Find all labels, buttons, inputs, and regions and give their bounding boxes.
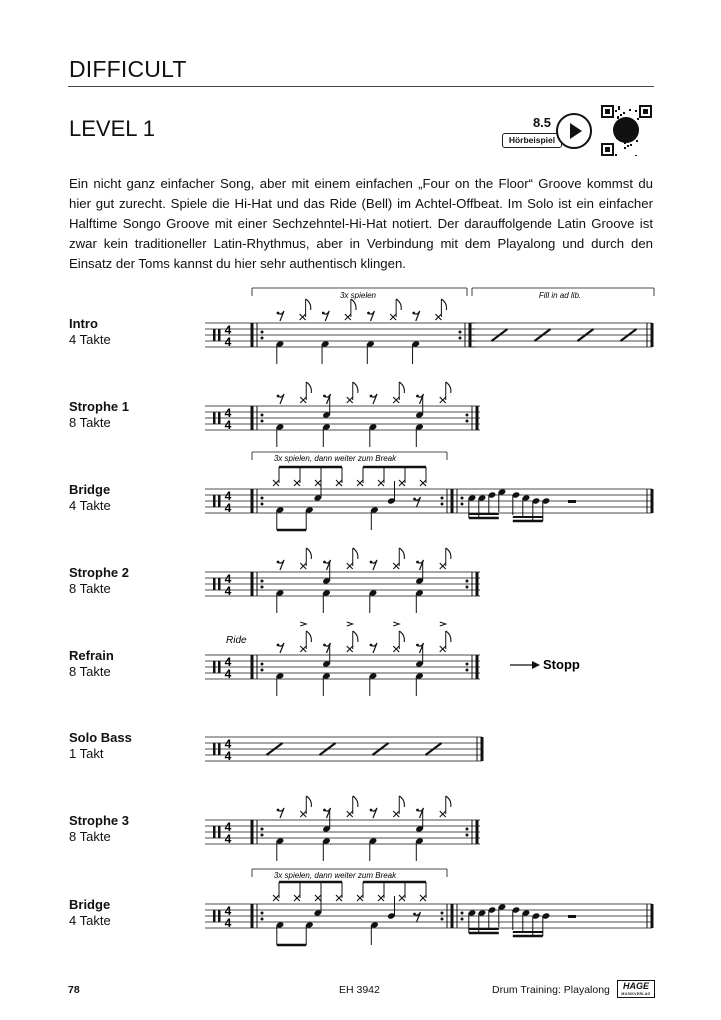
percussion-clef [218,412,221,424]
time-signature-top: 4 [224,655,232,669]
time-signature-top: 4 [224,904,232,918]
book-title: Drum Training: Playalong [492,984,610,996]
eighth-rest-dot [413,498,416,501]
percussion-clef [218,578,221,590]
bracket-label-3x: 3x spielen [339,291,377,300]
flag [399,548,404,559]
repeat-dot [261,828,264,831]
repeat-dot [466,414,469,417]
time-signature-top: 4 [224,572,232,586]
repeat-dot [441,497,444,500]
half-rest [568,500,576,503]
section-name: Strophe 3 [69,813,129,828]
repeat-dot [466,420,469,423]
time-signature-top: 4 [224,323,232,337]
flag [351,299,356,310]
ride-label: Ride [226,635,247,646]
percussion-clef [213,578,216,590]
accent [393,622,399,626]
percussion-clef [218,661,221,673]
bracket-label-bridge-2: 3x spielen, dann weiter zum Break [273,871,397,880]
section-measures: 8 Takte [69,581,111,596]
repeat-dot [441,503,444,506]
eighth-rest-dot [370,395,373,398]
repeat-dot [461,918,464,921]
repeat-dot [261,337,264,340]
eighth-rest-dot [323,561,326,564]
bracket-label-bridge: 3x spielen, dann weiter zum Break [273,454,397,463]
eighth-rest-dot [323,809,326,812]
flag [396,299,401,310]
repeat-dot [461,503,464,506]
flag [446,548,451,559]
flag [306,548,311,559]
eighth-rest-dot [370,561,373,564]
accent [300,622,306,626]
section-measures: 8 Takte [69,664,111,679]
percussion-clef [213,661,216,673]
repeat-dot [261,669,264,672]
time-signature-bottom: 4 [224,832,232,846]
flag [446,382,451,393]
repeat-dot [441,912,444,915]
repeat-dot [459,337,462,340]
repeat-dot [466,834,469,837]
eighth-rest-dot [323,395,326,398]
repeat-dot [466,580,469,583]
eighth-rest-dot [277,644,280,647]
eighth-rest-dot [416,809,419,812]
percussion-clef [213,743,216,755]
percussion-clef [218,495,221,507]
chapter-title: DIFFICULT [69,56,187,82]
flag [446,631,451,642]
time-signature-bottom: 4 [224,667,232,681]
eighth-rest-dot [412,312,415,315]
repeat-dot [461,912,464,915]
flag [306,299,311,310]
flag [441,299,446,310]
repeat-dot [261,503,264,506]
publisher-name: HAGE [622,981,649,991]
half-rest [568,915,576,918]
repeat-dot [261,834,264,837]
flag [353,631,358,642]
section-measures: 1 Takt [69,746,104,761]
accent [440,622,446,626]
repeat-dot [466,586,469,589]
flag [399,382,404,393]
section-measures: 8 Takte [69,415,111,430]
time-signature-bottom: 4 [224,584,232,598]
stopp-label: Stopp [543,657,580,672]
eighth-rest-dot [323,644,326,647]
audio-sample-label: Hörbeispiel [502,133,562,148]
eighth-rest-dot [416,644,419,647]
section-name: Strophe 1 [69,399,129,414]
time-signature-top: 4 [224,737,232,751]
repeat-dot [261,912,264,915]
repeat-dot [466,663,469,666]
percussion-clef [218,826,221,838]
eighth-rest-dot [277,561,280,564]
section-measures: 4 Takte [69,498,111,513]
eighth-rest-dot [413,913,416,916]
section-name: Solo Bass [69,730,132,745]
percussion-clef [213,412,216,424]
section-name: Bridge [69,897,111,912]
repeat-dot [261,331,264,334]
eighth-rest-dot [322,312,325,315]
repeat-dot [459,331,462,334]
time-signature-bottom: 4 [224,335,232,349]
page-number: 78 [68,984,80,996]
eighth-rest-dot [416,561,419,564]
stopp-arrow-head [532,661,540,669]
flag [353,382,358,393]
repeat-dot [466,669,469,672]
flag [353,796,358,807]
repeat-dot [261,580,264,583]
flag [306,796,311,807]
flag [399,631,404,642]
eighth-rest-dot [370,809,373,812]
time-signature-top: 4 [224,489,232,503]
time-signature-bottom: 4 [224,916,232,930]
flag [306,382,311,393]
bracket-label-fill: Fill in ad lib. [538,291,582,300]
repeat-dot [261,414,264,417]
repeat-dot [461,497,464,500]
repeat-dot [261,918,264,921]
repeat-dot [261,663,264,666]
repeat-dot [261,420,264,423]
percussion-clef [218,329,221,341]
eighth-rest-dot [277,395,280,398]
percussion-clef [213,910,216,922]
section-name: Bridge [69,482,111,497]
accent [347,622,353,626]
section-name: Strophe 2 [69,565,129,580]
time-signature-top: 4 [224,820,232,834]
flag [353,548,358,559]
time-signature-top: 4 [224,406,232,420]
section-measures: 4 Takte [69,332,111,347]
time-signature-bottom: 4 [224,418,232,432]
percussion-clef [218,743,221,755]
section-name: Refrain [69,648,114,663]
flag [446,796,451,807]
section-measures: 8 Takte [69,829,111,844]
intro-paragraph: Ein nicht ganz einfacher Song, aber mit einem einfachen „Four on the Floor“ Groove kommst du hier gut zurecht. Spiele die Hi-Hat und das Ride (Bell) im Achtel-Offbeat. Im Solo ist ein einfacher Halftime Songo Groove mit einer Sechzehntel-Hi-Hat notiert. Der darauffolgende Latin Groove ist zwar kein traditioneller Latin-Rhythmus, aber in Verbindung mit dem Playalong und durch den Einsatz der Toms kannst du hier sehr authentisch klingen. [69,176,653,271]
eighth-rest-dot [416,395,419,398]
eighth-rest-dot [367,312,370,315]
publisher-logo [617,980,655,998]
repeat-dot [261,497,264,500]
flag [306,631,311,642]
level-title: LEVEL 1 [69,116,156,141]
percussion-clef [213,329,216,341]
time-signature-bottom: 4 [224,501,232,515]
percussion-clef [213,826,216,838]
repeat-dot [466,828,469,831]
eighth-rest-dot [277,809,280,812]
section-measures: 4 Takte [69,913,111,928]
audio-track-number: 8.5 [532,115,552,130]
publisher-sub: MUSIKVERLAG [621,992,651,996]
section-name: Intro [69,316,98,331]
edition-code: EH 3942 [339,984,380,996]
time-signature-bottom: 4 [224,749,232,763]
flag [399,796,404,807]
eighth-rest-dot [370,644,373,647]
percussion-clef [213,495,216,507]
repeat-dot [441,918,444,921]
repeat-dot [261,586,264,589]
eighth-rest-dot [277,312,280,315]
percussion-clef [218,910,221,922]
